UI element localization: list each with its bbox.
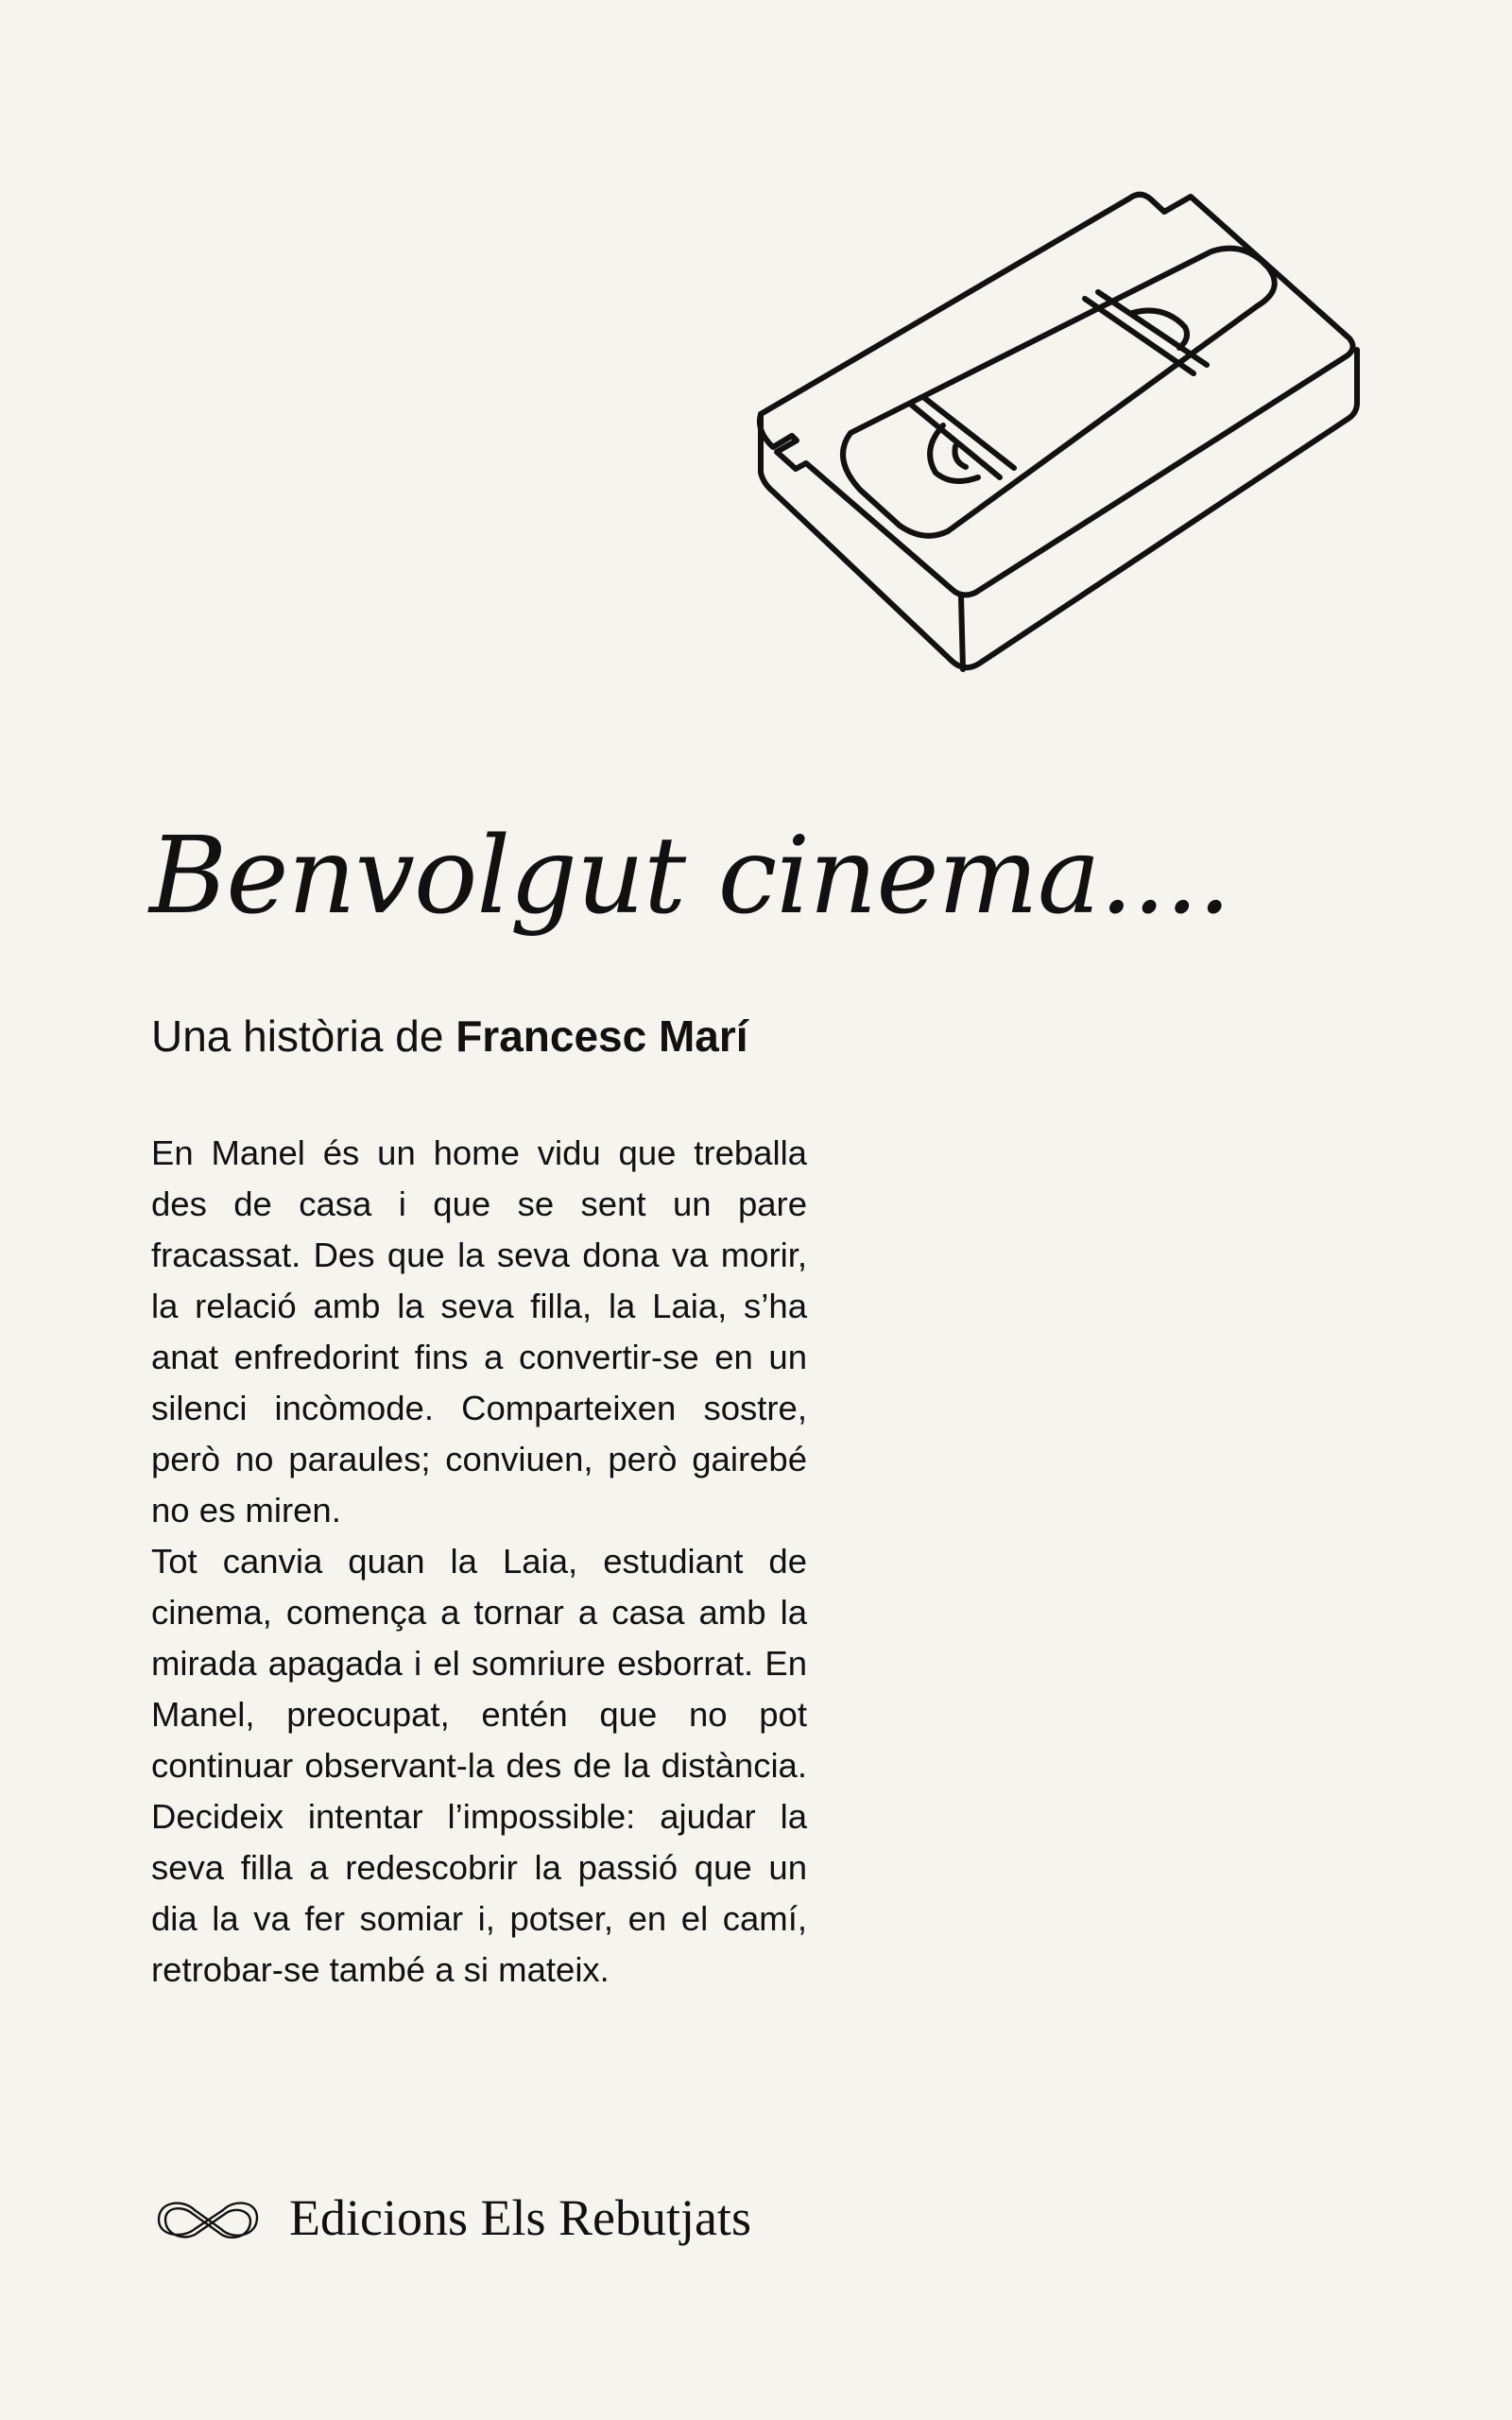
author-name: Francesc Marí <box>455 1011 748 1061</box>
byline-prefix: Una història de <box>151 1011 444 1061</box>
synopsis-paragraph: Tot canvia quan la Laia, estudiant de cinema, comença a tornar a casa amb la mirada apagada i el somriure esborrat. En Manel, preocupat, entén que no pot continuar observant-la des de la distància. Decideix intentar l’impossible: ajudar la seva filla a redescobrir la passió que un dia la va fer somiar i, potser, en el camí, retrobar-se també a si mateix. <box>151 1542 807 1989</box>
synopsis <box>151 1128 807 1996</box>
byline <box>151 1005 748 1067</box>
publisher-name: Edicions Els Rebutjats <box>289 2189 751 2246</box>
infinity-knot-icon <box>151 2187 265 2248</box>
book-title: Benvolgut cinema.... <box>149 815 1231 938</box>
vhs-cassette-icon <box>747 184 1370 685</box>
publisher <box>151 2187 751 2249</box>
synopsis-paragraph: En Manel és un home vidu que treballa des de casa i que se sent un pare fracassat. Des que la seva dona va morir, la relació amb la seva filla, la Laia, s’ha anat enfredorint fins a convertir-se en un silenci incòmode. Comparteixen sostre, però no paraules; conviuen, però gairebé no es miren. <box>151 1133 807 1530</box>
